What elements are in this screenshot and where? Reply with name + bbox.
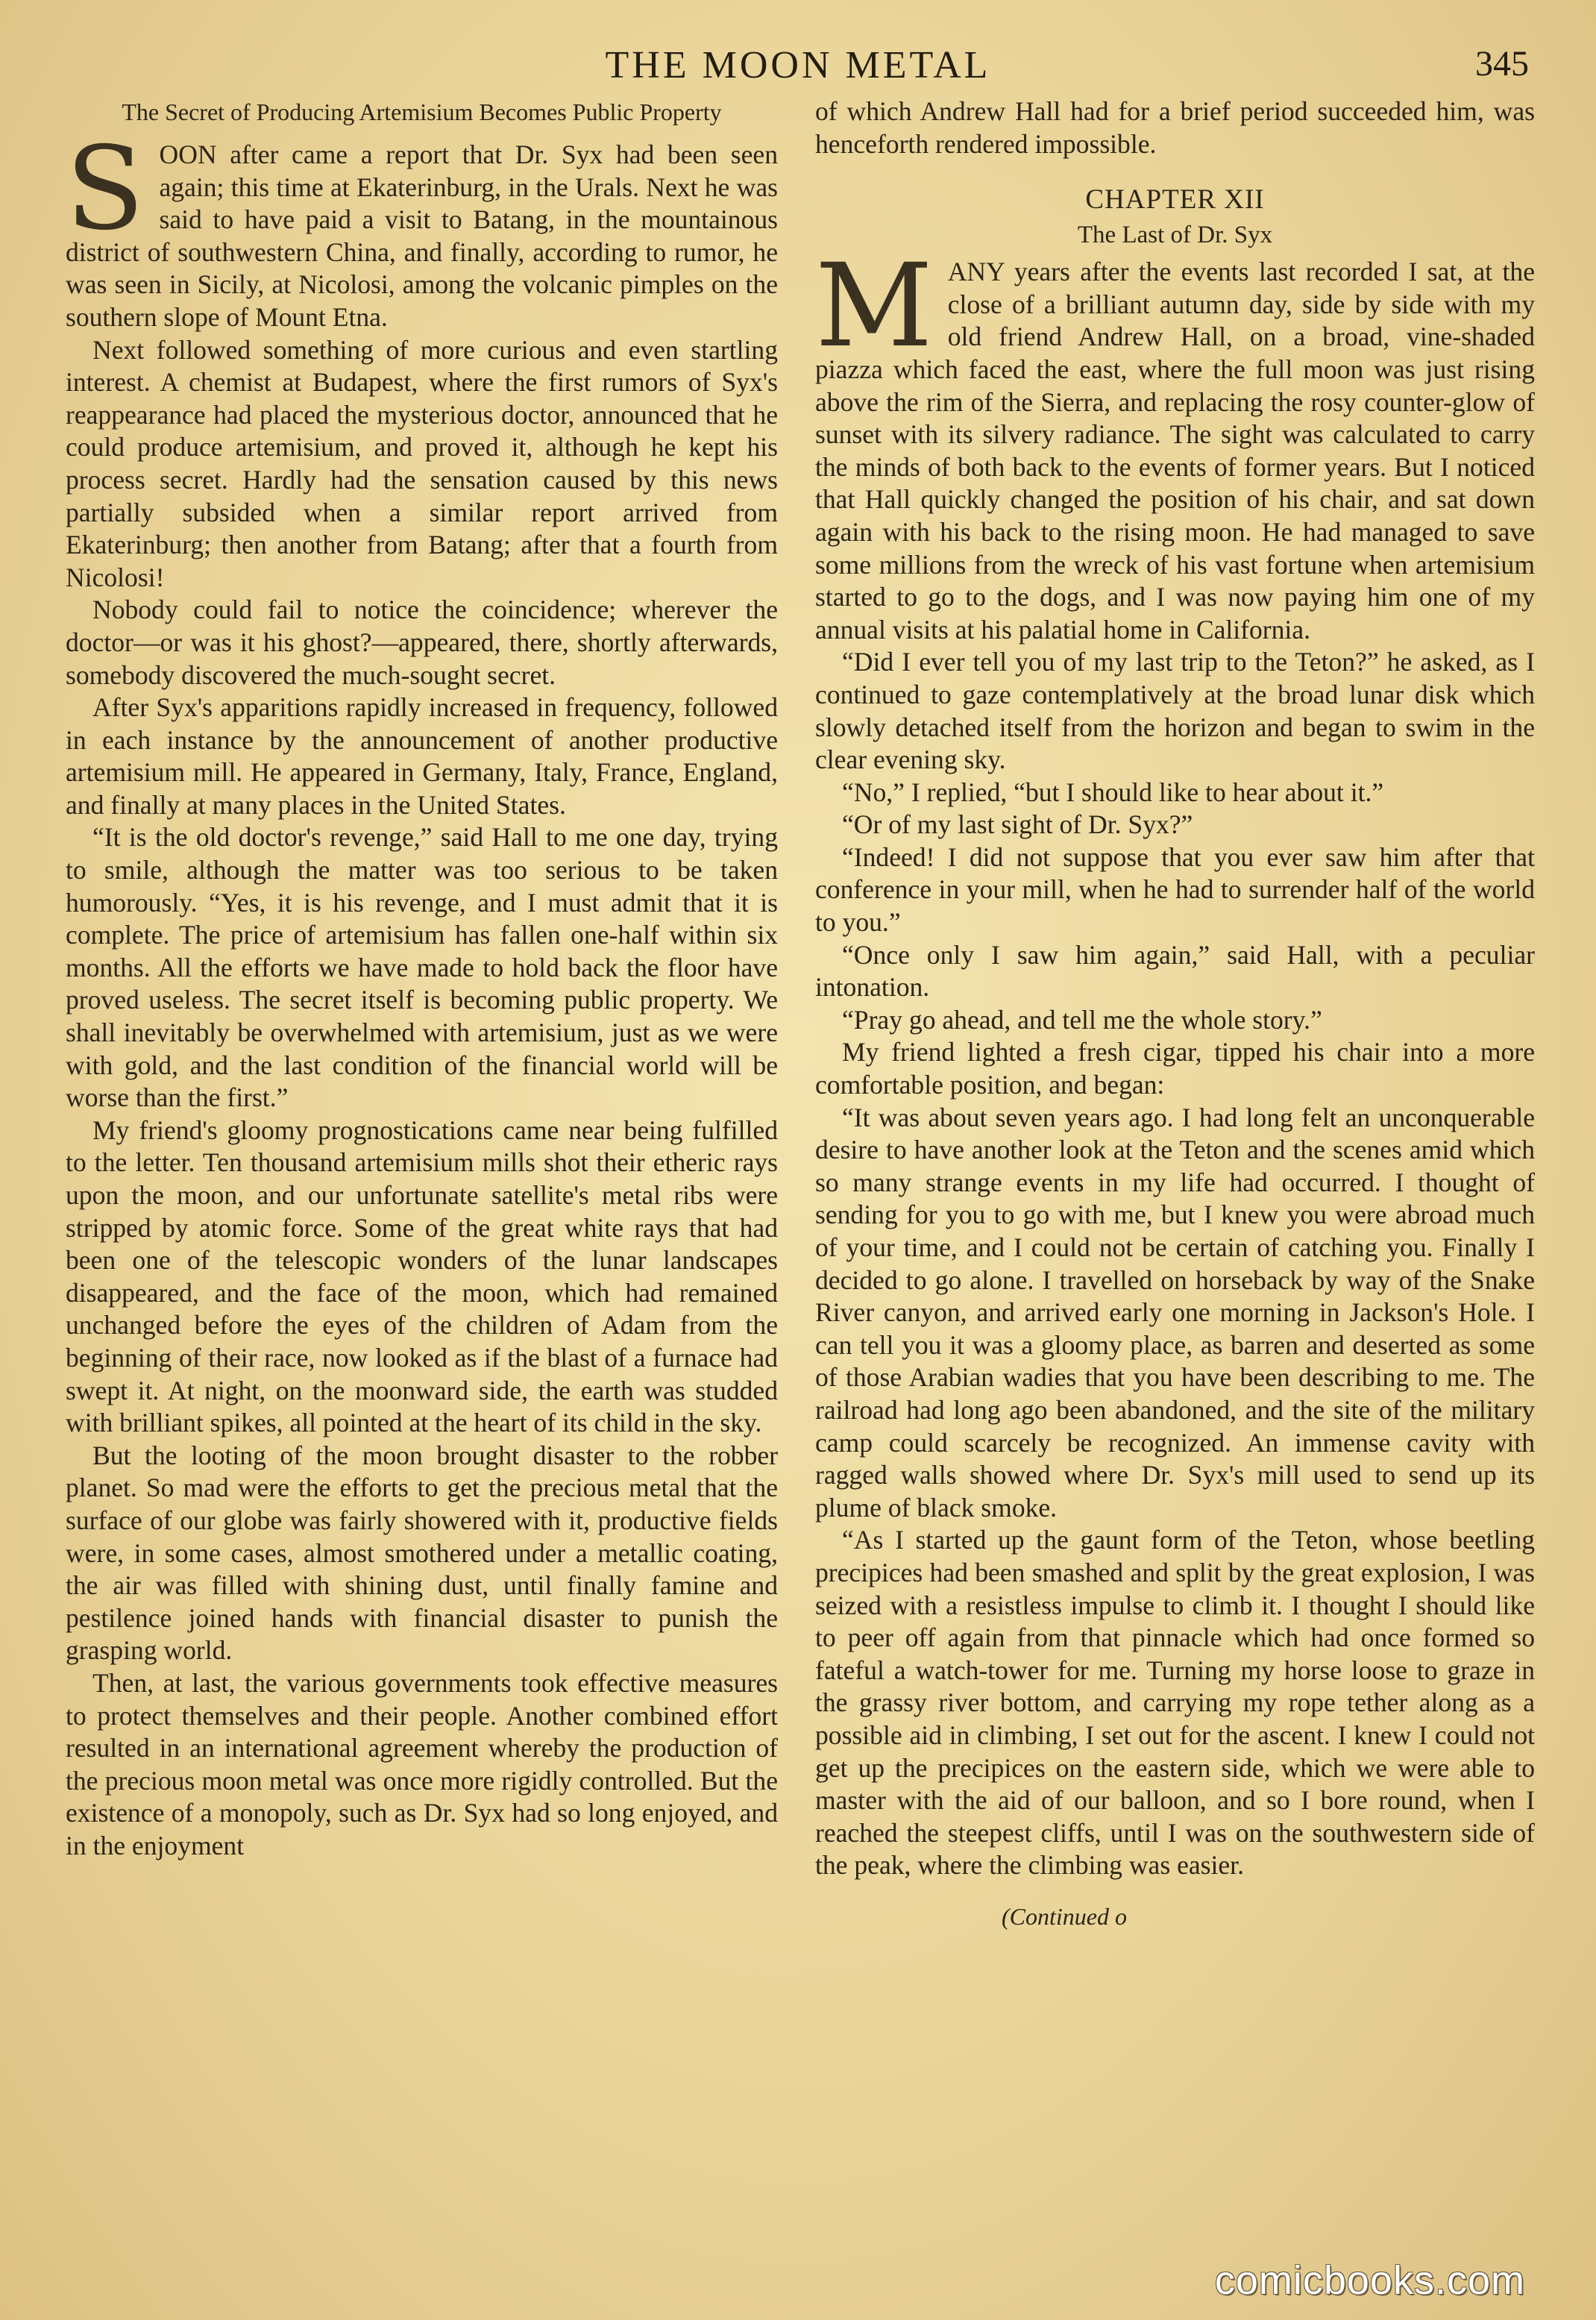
paragraph-carryover: of which Andrew Hall had for a brief period succeeded him, was henceforth rendered impossible. [815,96,1535,159]
left-column [66,95,778,1862]
right-column [815,95,1535,1933]
page-number: 345 [1475,44,1529,84]
paragraph-text: ANY years after the events last recorded I sat, at the close of a brilliant autumn day, side by side with my old friend Andrew Hall, on a broad, vine-shaded piazza which faced the east, where the full moon was just rising above the rim of the Sierra, and replacing the rosy counter-glow of sunset with its silvery radiance. The sight was calculated to carry the minds of both back to the events of former years. But I noticed that Hall quickly changed the position of his chair, and sat down again with his back to the rising moon. He had managed to save some millions from the wreck of his vast fortune when artemisium started to go to the dogs, and I was now paying him one of my annual visits at his palatial home in California. [815,257,1535,645]
paragraph: Next followed something of more curious and even startling interest. A chemist at Budapest, where the first rumors of Syx's reappearance had placed the mysterious doctor, announced that he could produce artemisium, and proved it, although he kept his process secret. Hardly had the sensation caused by this news partially subsided when a similar report arrived from Ekaterinburg; then another from Batang; after that a fourth from Nicolosi! [66,334,778,592]
paragraph: “Indeed! I did not suppose that you ever saw him after that conference in your mill, when he had to surrender half of the world to you.” [815,841,1535,938]
paragraph: “Or of my last sight of Dr. Syx?” [842,809,1193,840]
page-header [0,43,1596,95]
paragraph: But the looting of the moon brought disaster to the robber planet. So mad were the efforts to get the precious metal that the surface of our globe was fairly showered with it, productive fields were, in some cases, almost smothered under a metallic coating, the air was filled with shining dust, until finally famine and pestilence joined hands with financial disaster to punish the grasping world. [66,1440,778,1666]
paragraph: Nobody could fail to notice the coincidence; wherever the doctor—or was it his ghost?—appeared, there, shortly afterwards, somebody discovered the much-sought secret. [66,595,778,690]
continued-note: (Continued o [1002,1902,1127,1930]
running-title: THE MOON METAL [605,44,991,87]
paragraph [815,239,1535,646]
paragraph: “It is the old doctor's revenge,” said Hall to me one day, trying to smile, although the matter was too serious to be taken humorously. “Yes, it is his revenge, and I must admit that it is complete. The price of artemisium has fallen one-half within six months. All the efforts we have made to hold back the floor have proved useless. The secret itself is becoming public property. We shall inevitably be overwhelmed with artemisium, just as we were with gold, and the last condition of the financial world will be worse than the first.” [66,822,778,1113]
drop-cap: S [66,122,145,256]
paragraph: “No,” I replied, “but I should like to hear about it.” [842,777,1384,807]
paragraph: “Once only I saw him again,” said Hall, with a peculiar intonation. [815,939,1535,1003]
section-subhead: The Secret of Producing Artemisium Becomes Public Property [122,98,722,125]
chapter-title: CHAPTER XII [1085,184,1265,216]
paragraph: Then, at last, the various governments took effective measures to protect themselves and their people. Another combined effort resulted in an international agreement whereby the production of the precious moon metal was once more rigidly controlled. But the existence of a monopoly, such as Dr. Syx had so long enjoyed, and in the enjoyment [66,1667,778,1860]
paragraph: My friend lighted a fresh cigar, tipped his chair into a more comfortable position, and began: [815,1037,1535,1100]
paragraph: “Did I ever tell you of my last trip to the Teton?” he asked, as I continued to gaze contemplatively at the broad lunar disk which slowly detached itself from the horizon and began to swim in the clear evening sky. [815,647,1535,775]
chapter-subtitle: The Last of Dr. Syx [1077,222,1273,249]
paragraph [66,122,778,334]
paragraph: “It was about seven years ago. I had long felt an unconquerable desire to have another look at the Teton and the scenes amid which so many strange events in my life had occurred. I thought of sending for you to go with me, but I knew you were abroad much of your time, and I could not be certain of catching you. Finally I decided to go alone. I travelled on horseback by way of the Snake River canyon, and arrived early one morning in Jackson's Hole. I can tell you it was a gloomy place, as barren and deserted as some of those Arabian wadies that you have been describing to me. The railroad had long ago been abandoned, and the site of the military camp could scarcely be recognized. An immense cavity with ragged walls showed where Dr. Syx's mill used to send up its plume of black smoke. [815,1102,1535,1523]
paragraph: After Syx's apparitions rapidly increased in frequency, followed in each instance by the announcement of another productive artemisium mill. He appeared in Germany, Italy, France, England, and finally at many places in the United States. [66,692,778,820]
site-watermark: comicbooks.com [1214,2258,1525,2303]
paragraph-text: OON after came a report that Dr. Syx had been seen again; this time at Ekaterinburg, in the Urals. Next he was said to have paid a visit to Batang, in the mountainous district of southwestern China, and finally, according to rumor, he was seen in Sicily, at Nicolosi, among the volcanic pimples on the southern slope of Mount Etna. [66,139,778,332]
drop-cap: M [815,239,933,374]
paragraph: “As I started up the gaunt form of the Teton, whose beetling precipices had been smashed and split by the great explosion, I was seized with a resistless impulse to climb it. I thought I should like to peer off again from that pinnacle which had once formed so fateful a watch-tower for me. Turning my horse loose to graze in the grassy river bottom, and carrying my rope tether along as a possible aid in climbing, I set out for the ascent. I knew I could not get up the precipices on the eastern side, which we were able to master with the aid of our balloon, and so I bore round, when I reached the steepest cliffs, until I was on the southwestern side of the peak, where the climbing was easier. [815,1525,1535,1881]
paragraph: My friend's gloomy prognostications came near being fulfilled to the letter. Ten thousand artemisium mills shot their etheric rays upon the moon, and our unfortunate satellite's metal ribs were stripped by atomic force. Some of the great white rays that had been one of the telescopic wonders of the lunar landscapes disappeared, and the face of the moon, which had remained unchanged before the eyes of the children of Adam from the beginning of their race, now looked as if the blast of a furnace had swept it. At night, on the moonward side, the earth was studded with brilliant spikes, all pointed at the heart of its child in the sky. [66,1114,778,1438]
paragraph: “Pray go ahead, and tell me the whole story.” [842,1004,1322,1035]
